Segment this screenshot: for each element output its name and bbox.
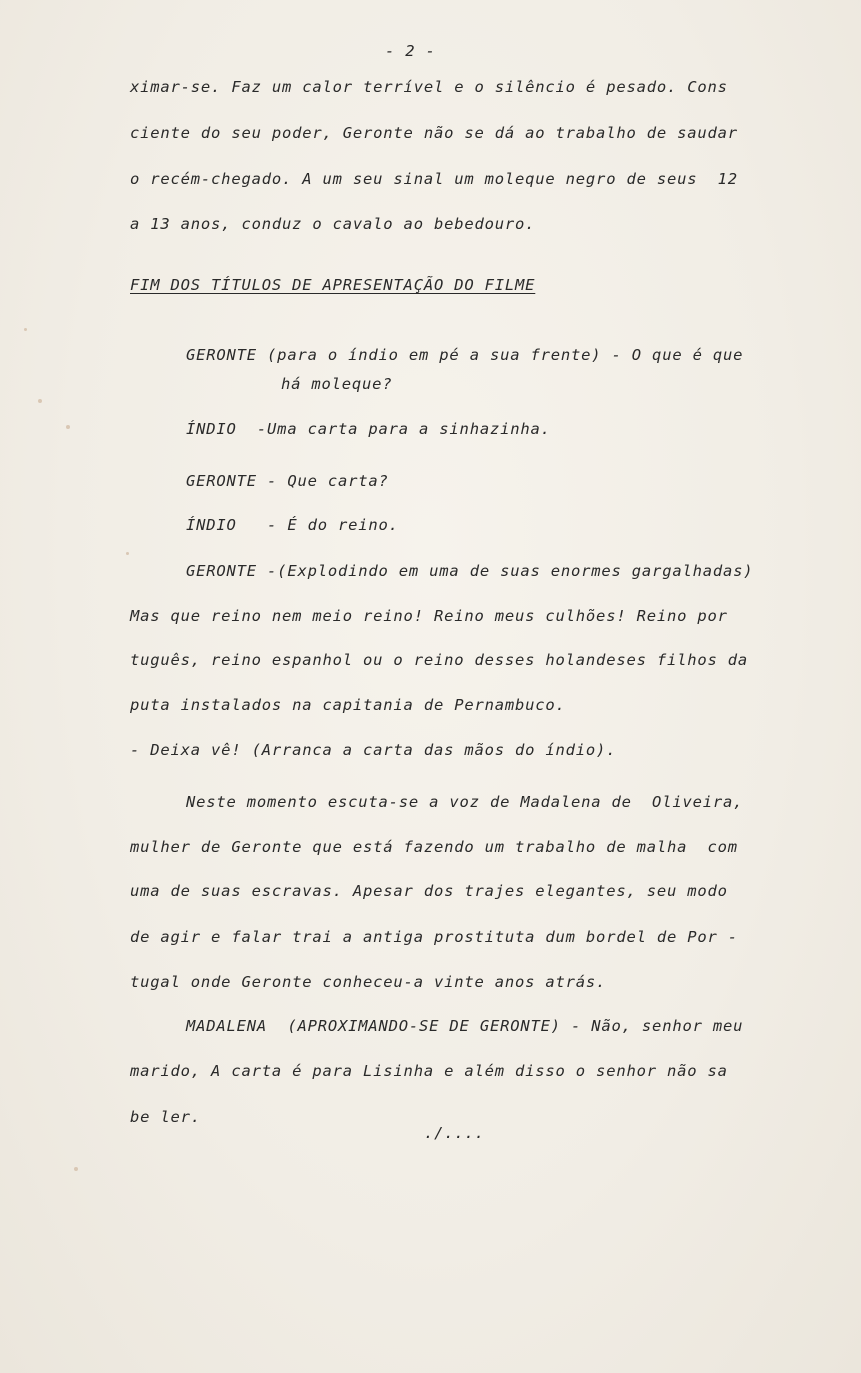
paragraph-1-line-4: a 13 anos, conduz o cavalo ao bebedouro.: [130, 215, 536, 233]
paragraph-2-line-5: tugal onde Geronte conheceu-a vinte anos atrás.: [130, 973, 607, 991]
paper-speck: [126, 552, 129, 555]
madalena-line-1: MADALENA (APROXIMANDO-SE DE GERONTE) - Não, senhor meu: [186, 1017, 744, 1035]
paragraph-2-line-2: mulher de Geronte que está fazendo um trabalho de malha com: [130, 838, 738, 856]
indio-line-2: ÍNDIO - É do reino.: [186, 516, 399, 534]
geronte-line-3: GERONTE -(Explodindo em uma de suas enormes gargalhadas): [186, 562, 754, 580]
continuation-mark: ./....: [424, 1124, 485, 1142]
paragraph-2-line-4: de agir e falar trai a antiga prostituta dum bordel de Por -: [130, 928, 738, 946]
geronte-speech-line-4: - Deixa vê! (Arranca a carta das mãos do índio).: [130, 741, 617, 759]
paper-speck: [24, 328, 27, 331]
paper-speck: [66, 425, 70, 429]
geronte-line-1-cont: há moleque?: [281, 375, 393, 393]
paragraph-1-line-3: o recém-chegado. A um seu sinal um moleque negro de seus 12: [130, 170, 738, 188]
paragraph-2-line-1: Neste momento escuta-se a voz de Madalena de Oliveira,: [186, 793, 744, 811]
indio-line-1: ÍNDIO -Uma carta para a sinhazinha.: [186, 420, 551, 438]
madalena-line-3: be ler.: [130, 1108, 201, 1126]
geronte-speech-line-2: tuguês, reino espanhol ou o reino desses holandeses filhos da: [130, 651, 749, 669]
paragraph-2-line-3: uma de suas escravas. Apesar dos trajes elegantes, seu modo: [130, 882, 728, 900]
madalena-line-2: marido, A carta é para Lisinha e além disso o senhor não sa: [130, 1062, 728, 1080]
paragraph-1-line-2: ciente do seu poder, Geronte não se dá ao trabalho de saudar: [130, 124, 738, 142]
geronte-speech-line-1: Mas que reino nem meio reino! Reino meus culhões! Reino por: [130, 607, 728, 625]
section-heading: FIM DOS TÍTULOS DE APRESENTAÇÃO DO FILME: [130, 276, 536, 294]
page-number: - 2 -: [385, 42, 436, 60]
paper-speck: [74, 1167, 78, 1171]
geronte-line-1: GERONTE (para o índio em pé a sua frente) - O que é que: [186, 346, 744, 364]
geronte-speech-line-3: puta instalados na capitania de Pernambuco.: [130, 696, 566, 714]
geronte-line-2: GERONTE - Que carta?: [186, 472, 389, 490]
paper-speck: [38, 399, 42, 403]
paragraph-1-line-1: ximar-se. Faz um calor terrível e o silêncio é pesado. Cons: [130, 78, 728, 96]
